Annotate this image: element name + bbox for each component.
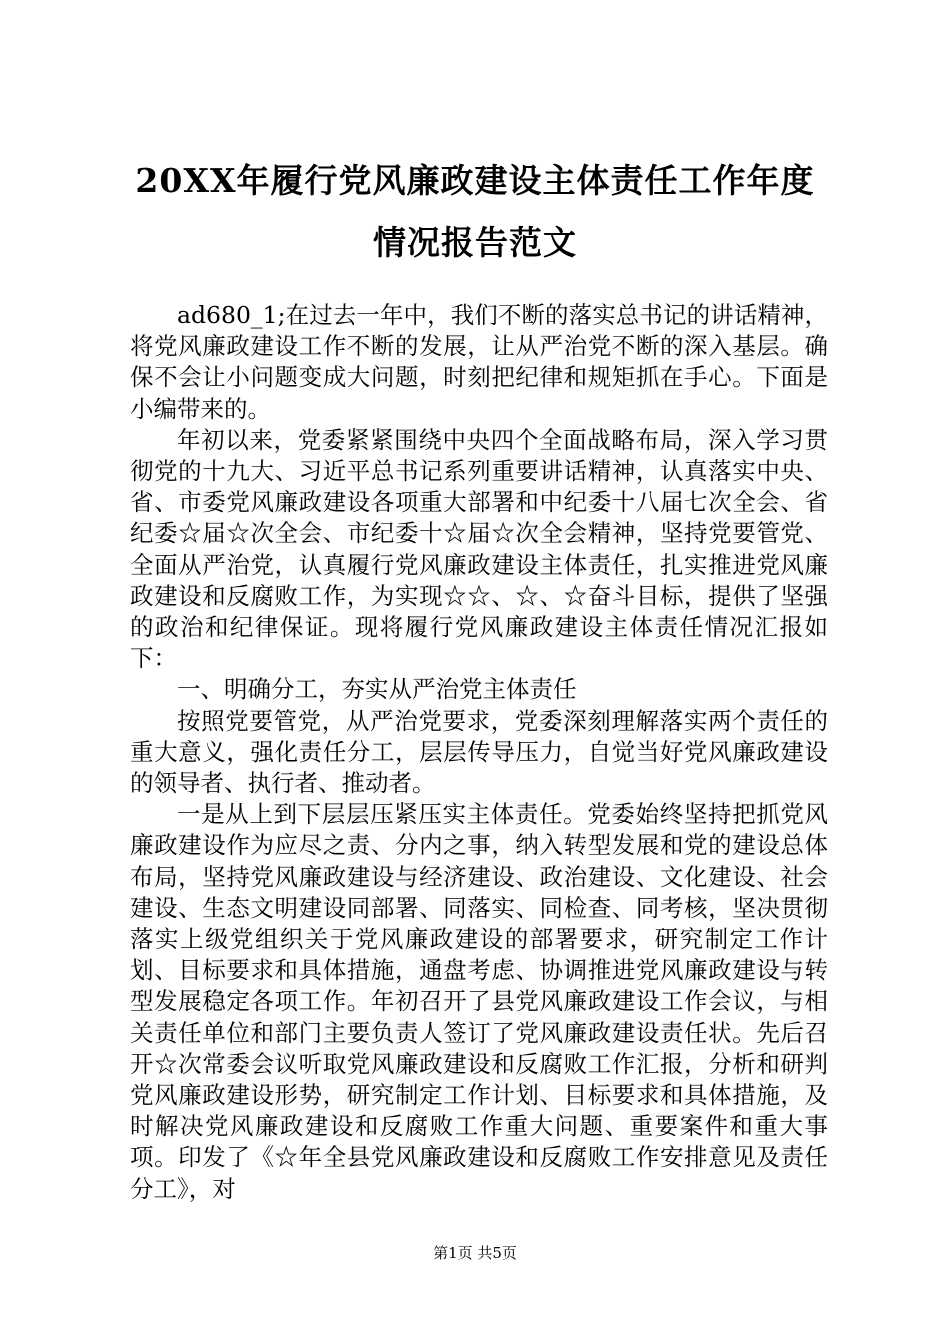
page-footer: 第1页 共5页 [433,1244,517,1262]
document-title-line-2: 情况报告范文 [373,223,577,262]
paragraph-intro: ad680_1;在过去一年中，我们不断的落实总书记的讲话精神，将党风廉政建设工作不断的发展，让从严治党不断的深入基层。确保不会让小问题变成大问题，时刻把纪律和规矩抓在手心。下面是小编带来的。 [130,301,828,423]
paragraph-overview: 年初以来，党委紧紧围绕中央四个全面战略布局，深入学习贯彻党的十九大、习近平总书记系列重要讲话精神，认真落实中央、省、市委党风廉政建设各项重大部署和中纪委十八届七次全会、省纪委☆届☆次全会、市纪委十☆届☆次全会精神，坚持党要管党、全面从严治党，认真履行党风廉政建设主体责任，扎实推进党风廉政建设和反腐败工作，为实现☆☆、☆、☆奋斗目标，提供了坚强的政治和纪律保证。现将履行党风廉政建设主体责任情况汇报如下： [130,425,828,673]
document-title-line-1: 20XX年履行党风廉政建设主体责任工作年度 [135,161,815,200]
paragraph-section-1: 按照党要管党，从严治党要求，党委深刻理解落实两个责任的重大意义，强化责任分工，层层传导压力，自觉当好党风廉政建设的领导者、执行者、推动者。 [130,706,828,798]
document-body [130,300,828,1205]
paragraph-point-1: 一是从上到下层层压紧压实主体责任。党委始终坚持把抓党风廉政建设作为应尽之责、分内之事，纳入转型发展和党的建设总体布局，坚持党风廉政建设与经济建设、政治建设、文化建设、社会建设、生态文明建设同部署、同落实、同检查、同考核，坚决贯彻落实上级党组织关于党风廉政建设的部署要求，研究制定工作计划、目标要求和具体措施，通盘考虑、协调推进党风廉政建设与转型发展稳定各项工作。年初召开了县党风廉政建设工作会议，与相关责任单位和部门主要负责人签订了党风廉政建设责任状。先后召开☆次常委会议听取党风廉政建设和反腐败工作汇报，分析和研判党风廉政建设形势，研究制定工作计划、目标要求和具体措施，及时解决党风廉政建设和反腐败工作重大问题、重要案件和重大事项。印发了《☆年全县党风廉政建设和反腐败工作安排意见及责任分工》，对 [130,800,828,1203]
section-heading-1: 一、明确分工，夯实从严治党主体责任 [177,675,577,704]
